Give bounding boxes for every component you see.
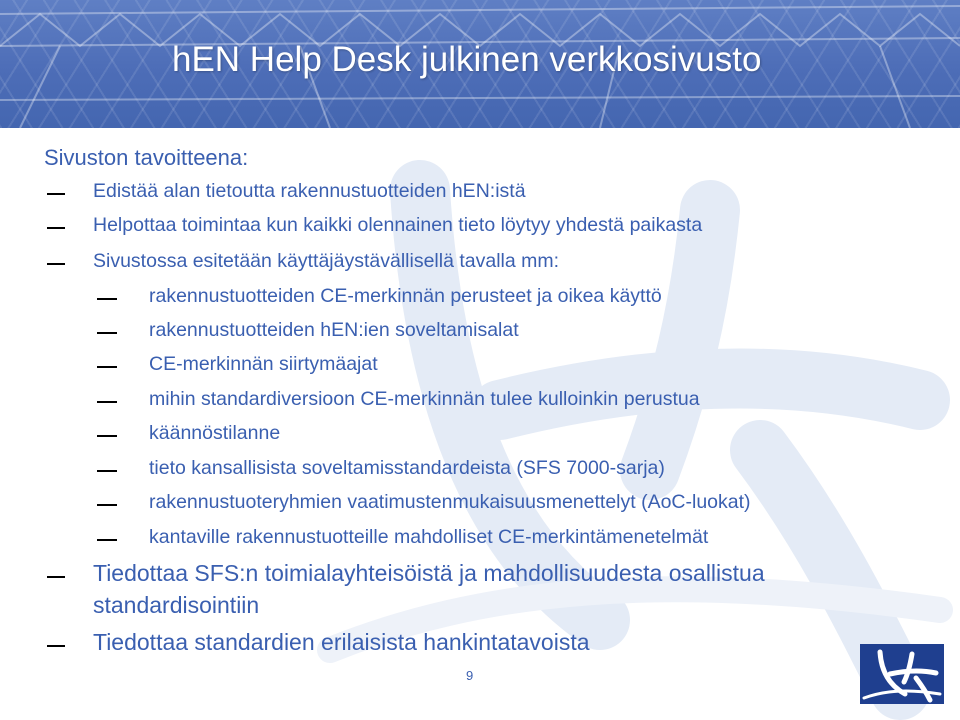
list-item-text: rakennustuoteryhmien vaatimustenmukaisuusmenettelyt (AoC-luokat) — [149, 491, 751, 513]
bullet-dash — [97, 504, 117, 506]
bullet-dash — [47, 645, 65, 647]
bullet-dash — [47, 227, 65, 229]
list-item-text: Edistää alan tietoutta rakennustuotteiden hEN:istä — [93, 180, 526, 202]
bullet-dash — [47, 263, 65, 265]
list-item-text: kantaville rakennustuotteille mahdolliset CE-merkintämenetelmät — [149, 526, 709, 548]
bullet-dash — [97, 332, 117, 334]
list-item-text: tieto kansallisista soveltamisstandardeista (SFS 7000-sarja) — [149, 457, 665, 479]
page-title: hEN Help Desk julkinen verkkosivusto — [172, 40, 762, 79]
list-item-text: rakennustuotteiden CE-merkinnän perusteet ja oikea käyttö — [149, 285, 662, 307]
bullet-dash — [97, 401, 117, 403]
bullet-dash — [97, 298, 117, 300]
bullet-dash — [97, 539, 117, 541]
list-item-text: käännöstilanne — [149, 422, 281, 444]
intro-heading: Sivuston tavoitteena: — [44, 145, 249, 170]
bullet-dash — [97, 366, 117, 368]
list-item-text: mihin standardiversioon CE-merkinnän tulee kulloinkin perustua — [149, 388, 700, 410]
bullet-dash — [97, 435, 117, 437]
ratu-logo-icon — [860, 644, 944, 704]
page-number: 9 — [466, 668, 474, 683]
list-item-text: CE-merkinnän siirtymäajat — [149, 353, 378, 375]
list-item-text: Tiedottaa standardien erilaisista hankintatavoista — [93, 629, 590, 655]
list-item-text: rakennustuotteiden hEN:ien soveltamisalat — [149, 319, 519, 341]
bullet-dash — [47, 576, 65, 578]
list-item-text: Tiedottaa SFS:n toimialayhteisöistä ja mahdollisuudesta osallistua — [93, 560, 765, 586]
bullet-dash — [97, 470, 117, 472]
list-item-text: Sivustossa esitetään käyttäjäystävällisellä tavalla mm: — [93, 250, 560, 272]
bullet-dash — [47, 193, 65, 195]
list-item-text: Helpottaa toimintaa kun kaikki olennainen tieto löytyy yhdestä paikasta — [93, 214, 703, 236]
list-item-text: standardisointiin — [93, 592, 260, 618]
